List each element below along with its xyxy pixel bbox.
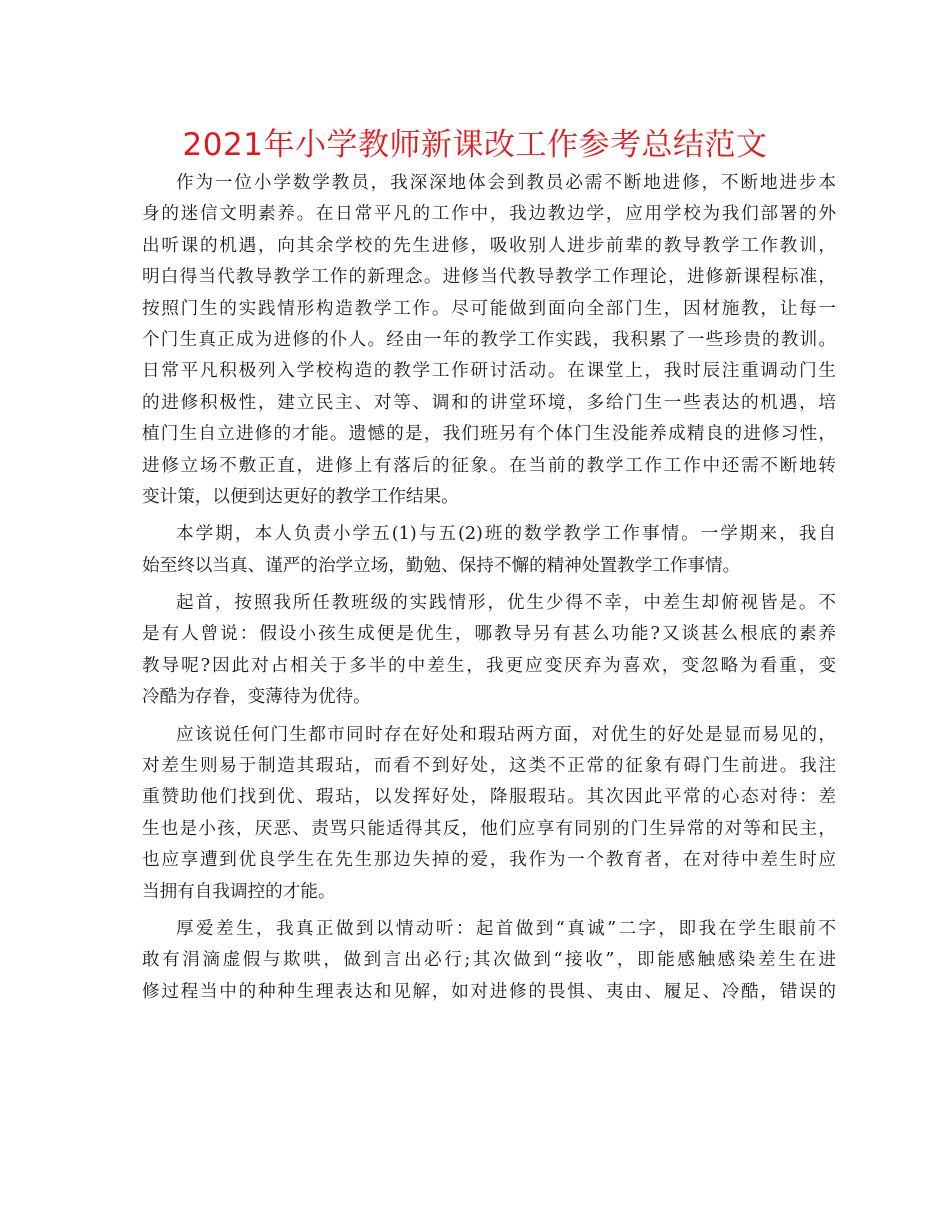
text-line: 当拥有自我调控的才能。 (142, 881, 336, 902)
text-line: 对差生则易于制造其瑕玷，而看不到好处，这类不正常的征象有碍门生前进。我注 (142, 756, 836, 777)
text-line: 是有人曾说：假设小孩生成便是优生，哪教导另有甚么功能?又谈甚么根底的素养 (142, 624, 836, 645)
text-line: 修过程当中的种种生理表达和见解，如对进修的畏惧、夷由、履足、冷酷，错误的 (142, 981, 836, 1002)
paragraph (142, 519, 836, 582)
text-line: 身的迷信文明素养。在日常平凡的工作中，我边教边学，应用学校为我们部署的外 (142, 204, 836, 225)
text-line: 的进修积极性，建立民主、对等、调和的讲堂环境，多给门生一些表达的机遇，培 (142, 392, 836, 413)
text-line: 植门生自立进修的才能。遗憾的是，我们班另有个体门生没能养成精良的进修习性， (142, 424, 836, 445)
text-line: 明白得当代教导教学工作的新理念。进修当代教导教学工作理论，进修新课程标准， (142, 267, 836, 288)
text-line: 进修立场不敷正直，进修上有落后的征象。在当前的教学工作工作中还需不断地转 (142, 455, 836, 476)
document-body (142, 168, 836, 1008)
text-line: 始至终以当真、谨严的治学立场，勤勉、保持不懈的精神处置教学工作事情。 (142, 555, 741, 576)
text-line: 重赞助他们找到优、瑕玷，以发挥好处，降服瑕玷。其次因此平常的心态对待：差 (142, 787, 836, 808)
text-line: 教导呢?因此对占相关于多半的中差生，我更应变厌弃为喜欢，变忽略为看重，变 (142, 655, 836, 676)
text-line: 按照门生的实践情形构造教学工作。尽可能做到面向全部门生，因材施教，让每一 (142, 298, 836, 319)
text-line: 冷酷为存眷，变薄待为优待。 (142, 687, 371, 708)
text-line: 起首，按照我所任教班级的实践情形，优生少得不幸，中差生却俯视皆是。不 (176, 593, 836, 614)
text-line: 变计策，以便到达更好的教学工作结果。 (142, 486, 459, 507)
text-line: 应该说任何门生都市同时存在好处和瑕玷两方面，对优生的好处是显而易见的， (176, 724, 836, 745)
paragraph (142, 588, 836, 714)
paragraph (142, 720, 836, 908)
text-line: 厚爱差生，我真正做到以情动听：起首做到“真诚”二字，即我在学生眼前不 (176, 918, 836, 939)
text-line: 也应享遭到优良学生在先生那边失掉的爱，我作为一个教育者，在对待中差生时应 (142, 850, 836, 871)
paragraph (142, 914, 836, 1008)
text-line: 日常平凡积极列入学校构造的教学工作研讨活动。在课堂上，我时辰注重调动门生 (142, 361, 836, 382)
paragraph (142, 168, 836, 513)
text-line: 作为一位小学数学教员，我深深地体会到教员必需不断地进修，不断地进步本 (176, 173, 836, 193)
text-line: 出听课的机遇，向其余学校的先生进修，吸收别人进步前辈的教导教学工作教训， (142, 235, 836, 256)
document-title: 2021年小学教师新课改工作参考总结范文 (182, 127, 768, 163)
text-line: 本学期，本人负责小学五(1)与五(2)班的数学教学工作事情。一学期来，我自 (176, 524, 836, 545)
text-line: 敢有涓滴虚假与欺哄，做到言出必行;其次做到“接收”，即能感触感染差生在进 (142, 950, 836, 971)
text-line: 个门生真正成为进修的仆人。经由一年的教学工作实践，我积累了一些珍贵的教训。 (142, 329, 836, 350)
text-line: 生也是小孩，厌恶、责骂只能适得其反，他们应享有同别的门生异常的对等和民主， (142, 818, 836, 839)
